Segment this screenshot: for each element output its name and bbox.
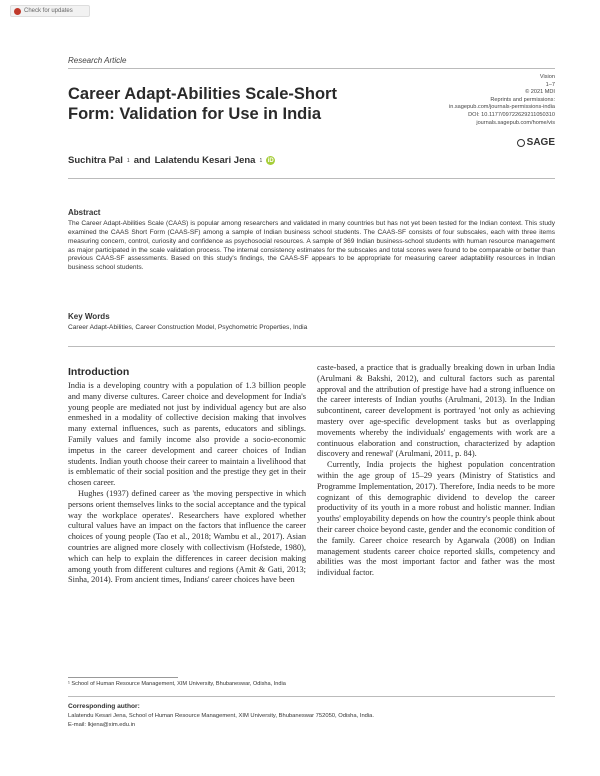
footer-divider [68, 696, 555, 697]
body-paragraph: caste-based, a practice that is gradually breaking down in urban India (Arulmani & Bakshi, 2012), and cultural factors such as parental approval and the attribution of prestige have had a strong influence on the career interests of Indian youths (Arulmani, 2013). In the Indian subcontinent, career development is portrayed 'not only as achieving mastery over age-specific development tasks but as overlapping movements whereby the individuals' engagements with work are a continuous elaboration and construction, characterized by adaption discovery and renewal' (Arulmani, 2011, p. 84). [317, 363, 555, 459]
orcid-icon[interactable]: iD [267, 157, 274, 164]
meta-permissions-link[interactable]: in.sagepub.com/journals-permissions-india [448, 104, 555, 111]
affiliation-footnote: ¹ School of Human Resource Management, XIM University, Bhubaneswar, Odisha, India [68, 681, 286, 687]
meta-homepage-link[interactable]: journals.sagepub.com/home/vis [476, 119, 555, 126]
meta-reprints: Reprints and permissions: [490, 96, 555, 103]
meta-doi[interactable]: DOI: 10.1177/09722629211050310 [468, 111, 555, 118]
publisher-logo [517, 137, 555, 148]
article-type: Research Article [68, 56, 127, 65]
introduction-heading: Introduction [68, 366, 130, 378]
meta-pages: 1–7 [545, 81, 555, 88]
keywords-heading: Key Words [68, 312, 110, 321]
sage-ring-icon [517, 139, 525, 147]
author-line [68, 155, 275, 166]
author-name: Suchitra Pal [68, 155, 123, 166]
affiliation-marker: 1 [126, 157, 130, 164]
body-column-left [68, 381, 306, 586]
body-paragraph: India is a developing country with a population of 1.3 billion people and many diverse cultures. Career choice and development for India's young people are mediated not just by individual agency but are also enmeshed in a modality of collective decision making that involves many external influences, such as parents, educators and siblings. Family values and family income also provide a socio-economic impetus in the career development and career choices of Indian students. Indian youth choose their career to maintain a livelihood that is emblematic of their social position and the prestige they get in their chosen career. [68, 381, 306, 488]
body-paragraph: Currently, India projects the highest population concentration within the age group of 15–29 years (Ministry of Statistics and Programme Implementation, 2017). Therefore, India needs to be more cognizant of this demographic dividend to develop the career productivity of its youth in a more robust and holistic manner. Indian youths' employability depends on how the country's people think about their career choice beyond caste, gender and the economic condition of the family. Career choice research by Agarwala (2008) on Indian management students career choice reported skills, competency and abilities was the most important factor and father was the most individual factor. [317, 460, 555, 578]
corresponding-author-email[interactable]: E-mail: lkjena@xim.edu.in [68, 722, 136, 728]
corresponding-author-address: Lalatendu Kesari Jena, School of Human Resource Management, XIM University, Bhubaneswar 752050, Odisha, India. [68, 713, 375, 719]
keywords-text: Career Adapt-Abilities, Career Construction Model, Psychometric Properties, India [68, 324, 308, 331]
meta-copyright: © 2021 MDI [525, 89, 555, 96]
keywords-divider [68, 346, 555, 347]
author-joiner: and [133, 155, 151, 166]
author-name: Lalatendu Kesari Jena [154, 155, 256, 166]
abstract-heading: Abstract [68, 208, 101, 217]
footnote-divider [68, 677, 178, 678]
meta-journal: Vision [539, 74, 555, 80]
author-divider [68, 178, 555, 179]
body-paragraph: Hughes (1937) defined career as 'the moving perspective in which persons orient themselves links to the social acceptance and the typical way the workplace operates'. Researchers have explored whether cultural values have an impact on the factors that influence the career choices of young people (Tao et al., 2018; Wambu et al., 2017). Asian countries are aligned more closely with collectivism (Hofstede, 1980), which can help to explain the differences in career decision making among youth from different cultures and regions (Amit & Gati, 2013; Sinha, 2014). From ancient times, Indians' career choices have been [68, 488, 306, 585]
corresponding-author-heading: Corresponding author: [68, 703, 140, 710]
header-divider [68, 68, 555, 69]
publisher-name: SAGE [526, 137, 555, 148]
update-icon [14, 8, 21, 15]
affiliation-marker: 1 [259, 157, 263, 164]
abstract-text: The Career Adapt-Abilities Scale (CAAS) is popular among researchers and validated in many countries but has not yet been tested for the Indian context. This study examined the CAAS Short Form (CAAS-SF) among a sample of Indian business school students. The CAAS-SF consists of four subscales, each with three items measuring concern, control, curiosity and confidence as psychosocial resources. A sample of 369 Indian business-school students with human resource management as major participated in the scale validation process. The internal consistency estimates for the subscales and total scores were found to be comparable or better than previous CAAS-SF assessments. Based on this study's findings, the CAAS-SF appears to be appropriate for measuring career adaptability resources in Indian business school students. [68, 220, 555, 272]
journal-meta [425, 74, 555, 127]
body-column-right [317, 363, 555, 579]
paper-title: Career Adapt-Abilities Scale-Short Form: Validation for Use in India [68, 85, 337, 123]
badge-label: Check for updates [24, 8, 73, 14]
check-for-updates-badge[interactable] [10, 5, 90, 17]
